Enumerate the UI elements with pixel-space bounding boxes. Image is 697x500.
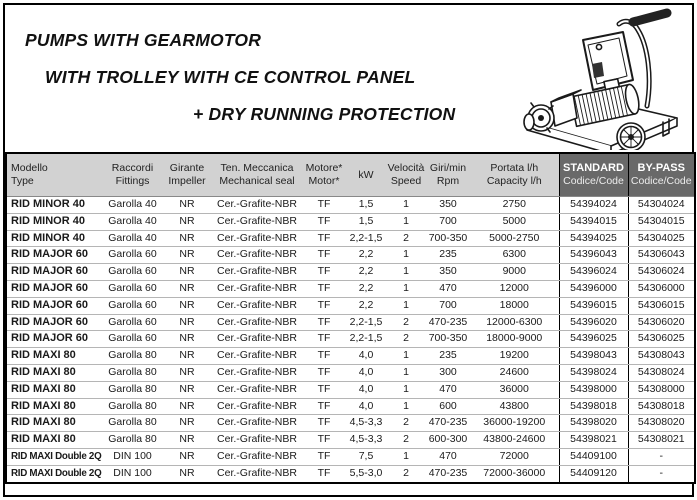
cell-model: RID MAJOR 60	[6, 331, 103, 348]
header-label-secondary: Speed	[390, 175, 422, 187]
trolley-wheel	[617, 123, 645, 150]
column-header-by-pass	[628, 153, 695, 197]
cell: 2	[386, 331, 426, 348]
cell: 36000	[470, 381, 559, 398]
cell: 54304025	[628, 230, 695, 247]
cell: 235	[426, 247, 470, 264]
cell: 54396000	[559, 280, 628, 297]
column-header-kw	[346, 153, 386, 197]
cell: Garolla 80	[103, 398, 162, 415]
cell: TF	[302, 230, 346, 247]
cell: TF	[302, 213, 346, 230]
cell: Cer.-Grafite-NBR	[212, 415, 302, 432]
cell: TF	[302, 398, 346, 415]
cell: Cer.-Grafite-NBR	[212, 230, 302, 247]
cell: 470	[426, 448, 470, 465]
cell: 54306024	[628, 264, 695, 281]
header-label-secondary: Impeller	[168, 175, 206, 187]
cell: 1,5	[346, 197, 386, 214]
cell: 2,2-1,5	[346, 331, 386, 348]
header-label-primary: Portata l/h	[490, 162, 539, 174]
page-title-line-2: WITH TROLLEY WITH CE CONTROL PANEL	[45, 67, 416, 87]
cell: Cer.-Grafite-NBR	[212, 432, 302, 449]
cell: 4,0	[346, 364, 386, 381]
cell: NR	[162, 280, 212, 297]
cell: 54396020	[559, 314, 628, 331]
cell: 54308018	[628, 398, 695, 415]
cell: 54306020	[628, 314, 695, 331]
header-label-primary: Giri/min	[429, 162, 467, 174]
cell: Garolla 60	[103, 297, 162, 314]
cell: 350	[426, 264, 470, 281]
header-label-secondary: Motor*	[308, 175, 340, 187]
cell-model: RID MAJOR 60	[6, 264, 103, 281]
table-row	[6, 264, 695, 281]
cell: 54398020	[559, 415, 628, 432]
header-label-primary: Motore*	[305, 162, 343, 174]
cell: 4,0	[346, 398, 386, 415]
cell: 470-235	[426, 314, 470, 331]
table-row	[6, 197, 695, 214]
cell: 235	[426, 348, 470, 365]
column-header-standard	[559, 153, 628, 197]
cell: TF	[302, 331, 346, 348]
cell: 2,2	[346, 280, 386, 297]
cell: 1	[386, 348, 426, 365]
cell: Cer.-Grafite-NBR	[212, 381, 302, 398]
cell: 2,2	[346, 247, 386, 264]
cell: -	[628, 465, 695, 482]
column-header-girante	[162, 153, 212, 197]
cell: 350	[426, 197, 470, 214]
cell: 700	[426, 297, 470, 314]
pump-head	[524, 103, 554, 132]
cell: TF	[302, 297, 346, 314]
cell: 54409120	[559, 465, 628, 482]
header-label-primary: BY-PASS	[637, 162, 685, 174]
cell: 4,5-3,3	[346, 432, 386, 449]
cell: 54394025	[559, 230, 628, 247]
cell: 2	[386, 432, 426, 449]
cell: NR	[162, 398, 212, 415]
cell: 2,2	[346, 297, 386, 314]
cell: Cer.-Grafite-NBR	[212, 280, 302, 297]
header-label-secondary: Rpm	[436, 175, 460, 187]
cell: 24600	[470, 364, 559, 381]
cell: TF	[302, 247, 346, 264]
table-row	[6, 398, 695, 415]
cell: Garolla 60	[103, 264, 162, 281]
cell: Garolla 80	[103, 364, 162, 381]
cell: Garolla 60	[103, 280, 162, 297]
cell: 1,5	[346, 213, 386, 230]
cell: 54306015	[628, 297, 695, 314]
cell: Garolla 80	[103, 432, 162, 449]
cell-model: RID MAXI Double 2Q	[6, 465, 103, 482]
header-label-secondary: Fittings	[115, 175, 150, 187]
cell: 470	[426, 280, 470, 297]
table-row	[6, 297, 695, 314]
cell: 54308021	[628, 432, 695, 449]
cell: 54396025	[559, 331, 628, 348]
header-label-secondary: Type	[11, 175, 34, 187]
cell: 1	[386, 364, 426, 381]
cell-model: RID MAXI 80	[6, 398, 103, 415]
cell: 54398024	[559, 364, 628, 381]
table-row	[6, 465, 695, 482]
cell: Garolla 80	[103, 348, 162, 365]
cell: Cer.-Grafite-NBR	[212, 398, 302, 415]
cell: 1	[386, 448, 426, 465]
cell-model: RID MAXI 80	[6, 415, 103, 432]
cell: Garolla 80	[103, 415, 162, 432]
cell: TF	[302, 364, 346, 381]
cell: DIN 100	[103, 465, 162, 482]
cell: Cer.-Grafite-NBR	[212, 264, 302, 281]
header-label-secondary: Codice/Code	[563, 175, 624, 187]
cell: -	[628, 448, 695, 465]
cell: NR	[162, 348, 212, 365]
cell: NR	[162, 381, 212, 398]
cell-model: RID MAXI 80	[6, 364, 103, 381]
cell: 54396024	[559, 264, 628, 281]
cell: 72000-36000	[470, 465, 559, 482]
cell: NR	[162, 465, 212, 482]
cell: 1	[386, 297, 426, 314]
table-row	[6, 314, 695, 331]
cell: 470-235	[426, 465, 470, 482]
cell: 54409100	[559, 448, 628, 465]
column-header-portata-l-h	[470, 153, 559, 197]
cell: 1	[386, 264, 426, 281]
cell: TF	[302, 415, 346, 432]
cell: 2	[386, 230, 426, 247]
cell: 2,2-1,5	[346, 314, 386, 331]
cell: TF	[302, 348, 346, 365]
cell: TF	[302, 280, 346, 297]
cell-model: RID MAJOR 60	[6, 280, 103, 297]
table-row	[6, 280, 695, 297]
cell: 5000	[470, 213, 559, 230]
cell: 54394015	[559, 213, 628, 230]
cell: Cer.-Grafite-NBR	[212, 314, 302, 331]
cell: NR	[162, 314, 212, 331]
cell: NR	[162, 364, 212, 381]
cell: 54396015	[559, 297, 628, 314]
cell: Cer.-Grafite-NBR	[212, 348, 302, 365]
cell: 54304015	[628, 213, 695, 230]
header-label-primary: Raccordi	[111, 162, 154, 174]
cell: 9000	[470, 264, 559, 281]
table-row	[6, 415, 695, 432]
column-header-giri-min	[426, 153, 470, 197]
cell: 18000	[470, 297, 559, 314]
cell: 470	[426, 381, 470, 398]
cell: Cer.-Grafite-NBR	[212, 331, 302, 348]
cell: 6300	[470, 247, 559, 264]
cell: 12000-6300	[470, 314, 559, 331]
cell: 700	[426, 213, 470, 230]
cell: 300	[426, 364, 470, 381]
cell: TF	[302, 465, 346, 482]
cell: 1	[386, 398, 426, 415]
cell-model: RID MINOR 40	[6, 230, 103, 247]
cell: Cer.-Grafite-NBR	[212, 297, 302, 314]
cell: TF	[302, 197, 346, 214]
cell: 54308020	[628, 415, 695, 432]
header-label-secondary: Capacity l/h	[486, 175, 542, 187]
table-row	[6, 348, 695, 365]
cell: 54306025	[628, 331, 695, 348]
cell: 2,2-1,5	[346, 230, 386, 247]
cell: 2750	[470, 197, 559, 214]
cell: 2	[386, 465, 426, 482]
header-label-secondary: Codice/Code	[630, 175, 692, 187]
cell: Cer.-Grafite-NBR	[212, 247, 302, 264]
column-header-ten-meccanica	[212, 153, 302, 197]
cell: 7,5	[346, 448, 386, 465]
cell: 54308000	[628, 381, 695, 398]
table-row	[6, 381, 695, 398]
cell: 1	[386, 280, 426, 297]
cell: 600	[426, 398, 470, 415]
cell: 5,5-3,0	[346, 465, 386, 482]
cell: NR	[162, 415, 212, 432]
cell: 4,0	[346, 348, 386, 365]
cell: 5000-2750	[470, 230, 559, 247]
cell: 19200	[470, 348, 559, 365]
cell: TF	[302, 432, 346, 449]
cell: TF	[302, 264, 346, 281]
cell: 54394024	[559, 197, 628, 214]
cell: 54308024	[628, 364, 695, 381]
cell: 54306043	[628, 247, 695, 264]
cell: Cer.-Grafite-NBR	[212, 197, 302, 214]
cell: 54398000	[559, 381, 628, 398]
cell: NR	[162, 213, 212, 230]
cell: Garolla 80	[103, 381, 162, 398]
cell: 54308043	[628, 348, 695, 365]
table-header	[6, 153, 695, 197]
cell: NR	[162, 247, 212, 264]
cell: NR	[162, 264, 212, 281]
cell: Cer.-Grafite-NBR	[212, 364, 302, 381]
cell: 600-300	[426, 432, 470, 449]
column-header-modello	[6, 153, 103, 197]
cell: Cer.-Grafite-NBR	[212, 448, 302, 465]
cell: 54304024	[628, 197, 695, 214]
cell-model: RID MAJOR 60	[6, 314, 103, 331]
cell: 2	[386, 314, 426, 331]
cell: NR	[162, 197, 212, 214]
cell: 54398043	[559, 348, 628, 365]
cell: 18000-9000	[470, 331, 559, 348]
table-row	[6, 448, 695, 465]
header-label-primary: Modello	[11, 162, 48, 174]
cell: Cer.-Grafite-NBR	[212, 465, 302, 482]
cell: Cer.-Grafite-NBR	[212, 213, 302, 230]
header-label-primary: STANDARD	[563, 162, 624, 174]
cell: TF	[302, 381, 346, 398]
cell: 700-350	[426, 331, 470, 348]
cell: 4,0	[346, 381, 386, 398]
cell: NR	[162, 448, 212, 465]
cell: 700-350	[426, 230, 470, 247]
column-header-velocit	[386, 153, 426, 197]
cell: DIN 100	[103, 448, 162, 465]
cell: 54398021	[559, 432, 628, 449]
cell-model: RID MAXI 80	[6, 348, 103, 365]
cell: NR	[162, 230, 212, 247]
cell: Garolla 40	[103, 230, 162, 247]
cell: TF	[302, 314, 346, 331]
page-title-line-3: + DRY RUNNING PROTECTION	[193, 104, 456, 124]
table-row	[6, 364, 695, 381]
cell: Garolla 60	[103, 331, 162, 348]
cell: TF	[302, 448, 346, 465]
table-row	[6, 432, 695, 449]
cell: 1	[386, 197, 426, 214]
header-label-primary: kW	[358, 168, 374, 181]
page-title-line-1: PUMPS WITH GEARMOTOR	[25, 30, 262, 50]
cell: Garolla 40	[103, 197, 162, 214]
cell-model: RID MAJOR 60	[6, 247, 103, 264]
cell-model: RID MINOR 40	[6, 197, 103, 214]
pump-trolley-illustration	[521, 6, 689, 150]
header-label-secondary: Mechanical seal	[219, 175, 295, 187]
handle-grip	[633, 13, 667, 22]
cell: 4,5-3,3	[346, 415, 386, 432]
table-row	[6, 247, 695, 264]
cell: 43800	[470, 398, 559, 415]
cell: 1	[386, 247, 426, 264]
table-row	[6, 230, 695, 247]
cell: 36000-19200	[470, 415, 559, 432]
header-label-primary: Girante	[169, 162, 205, 174]
cell-model: RID MAXI 80	[6, 432, 103, 449]
header-label-primary: Velocità	[387, 162, 425, 174]
cell-model: RID MINOR 40	[6, 213, 103, 230]
cell: Garolla 60	[103, 314, 162, 331]
cell: 470-235	[426, 415, 470, 432]
column-header-motore	[302, 153, 346, 197]
pump-specs-table	[5, 152, 696, 484]
cell: Garolla 60	[103, 247, 162, 264]
table-row	[6, 213, 695, 230]
cell-model: RID MAXI Double 2Q	[6, 448, 103, 465]
cell: 54306000	[628, 280, 695, 297]
cell: 43800-24600	[470, 432, 559, 449]
cell: 1	[386, 213, 426, 230]
cell: 12000	[470, 280, 559, 297]
cell: 2	[386, 415, 426, 432]
cell: NR	[162, 297, 212, 314]
cell: 1	[386, 381, 426, 398]
cell: NR	[162, 432, 212, 449]
cell: 54396043	[559, 247, 628, 264]
table-body	[6, 197, 695, 483]
cell: 72000	[470, 448, 559, 465]
cell-model: RID MAJOR 60	[6, 297, 103, 314]
cell-model: RID MAXI 80	[6, 381, 103, 398]
cell: NR	[162, 331, 212, 348]
table-row	[6, 331, 695, 348]
cell: 54398018	[559, 398, 628, 415]
header-row	[6, 153, 695, 197]
header-label-primary: Ten. Meccanica	[220, 162, 294, 174]
column-header-raccordi	[103, 153, 162, 197]
cell: 2,2	[346, 264, 386, 281]
cell: Garolla 40	[103, 213, 162, 230]
